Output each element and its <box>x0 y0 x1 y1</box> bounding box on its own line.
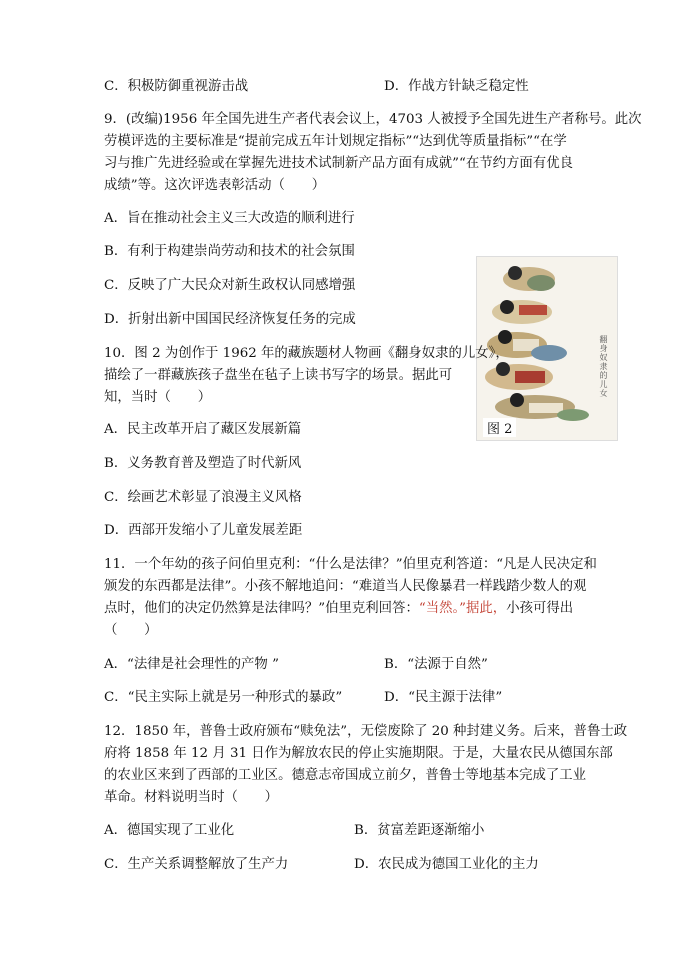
q11-option-b: B．“法源于自然” <box>384 657 488 672</box>
q12-option-b: B．贫富差距逐渐缩小 <box>354 823 485 838</box>
q10-option-b: B．义务教育普及塑造了时代新风 <box>104 456 302 471</box>
q10-stem-line3: 知，当时（ ） <box>104 390 212 405</box>
q9-stem-line4: 成绩”等。这次评选表彰活动（ ） <box>104 178 326 193</box>
q12-stem-line3: 的农业区来到了西部的工业区。德意志帝国成立前夕，普鲁士等地基本完成了工业 <box>104 768 587 783</box>
q12-option-a: A．德国实现了工业化 <box>104 823 235 838</box>
q9-option-d: D．折射出新中国国民经济恢复任务的完成 <box>104 312 356 327</box>
q12-stem-line2: 府将 1858 年 12 月 31 日作为解放农民的停止实施期限。于是，大量农民从德国东部 <box>104 746 613 761</box>
q11-stem-line2: 颁发的东西都是法律”。小孩不解地追问：“难道当人民像暴君一样践踏少数人的观 <box>104 579 587 594</box>
q10-option-a: A．民主改革开启了藏区发展新篇 <box>104 422 302 437</box>
q9-option-a: A．旨在推动社会主义三大改造的顺利进行 <box>104 211 355 226</box>
q9-option-c: C．反映了广大民众对新生政权认同感增强 <box>104 278 356 293</box>
q10-stem-line1: 10．图 2 为创作于 1962 年的藏族题材人物画《翻身奴隶的儿女》， <box>104 346 509 361</box>
q9-stem-line2: 劳模评选的主要标准是“提前完成五年计划规定指标”“达到优等质量指标”“在学 <box>104 134 567 149</box>
q11-stem-line3 <box>104 600 573 618</box>
q10-option-c: C．绘画艺术彰显了浪漫主义风格 <box>104 490 302 505</box>
figure-label: 图 2 <box>483 418 516 437</box>
q9-stem-line3: 习与推广先进经验或在掌握先进技术试制新产品方面有成就”“在节约方面有优良 <box>104 156 573 171</box>
q11-option-a: A．“法律是社会理性的产物 ” <box>104 657 279 672</box>
q9-stem-line1: 9．(改编)1956 年全国先进生产者代表会议上，4703 人被授予全国先进生产者称号。此次 <box>104 112 642 127</box>
q12-stem-line1: 12．1850 年，普鲁士政府颁布“赎免法”，无偿废除了 20 种封建义务。后来，普鲁士政 <box>104 724 628 739</box>
q11-stem-line1: 11．一个年幼的孩子问伯里克利：“什么是法律？”伯里克利答道：“凡是人民决定和 <box>104 557 597 572</box>
q8-option-c: C．积极防御重视游击战 <box>104 79 249 94</box>
q11-option-c: C．“民主实际上就是另一种形式的暴政” <box>104 690 343 705</box>
q11-stem-line4: （ ） <box>104 623 158 638</box>
q12-stem-line4: 革命。材料说明当时（ ） <box>104 790 279 805</box>
q9-option-b: B．有利于构建崇尚劳动和技术的社会氛围 <box>104 244 355 259</box>
artist-inscription: 翻身奴隶的儿女 <box>599 335 608 398</box>
q11-stem-line3-a: 点时，他们的决定仍然算是法律吗？”伯里克利回答： <box>104 601 419 616</box>
q12-option-c: C．生产关系调整解放了生产力 <box>104 857 289 872</box>
q11-stem-line3-c: 小孩可得出 <box>506 601 574 616</box>
q11-stem-line3-highlight: “当然。”据此， <box>418 601 507 616</box>
q11-option-d: D．“民主源于法律” <box>384 690 503 705</box>
q10-option-d: D．西部开发缩小了儿童发展差距 <box>104 523 303 538</box>
q10-stem-line2: 描绘了一群藏族孩子盘坐在毡子上读书写字的场景。据此可 <box>104 368 453 383</box>
q8-option-d: D．作战方针缺乏稳定性 <box>384 79 529 94</box>
q12-option-d: D．农民成为德国工业化的主力 <box>354 857 539 872</box>
